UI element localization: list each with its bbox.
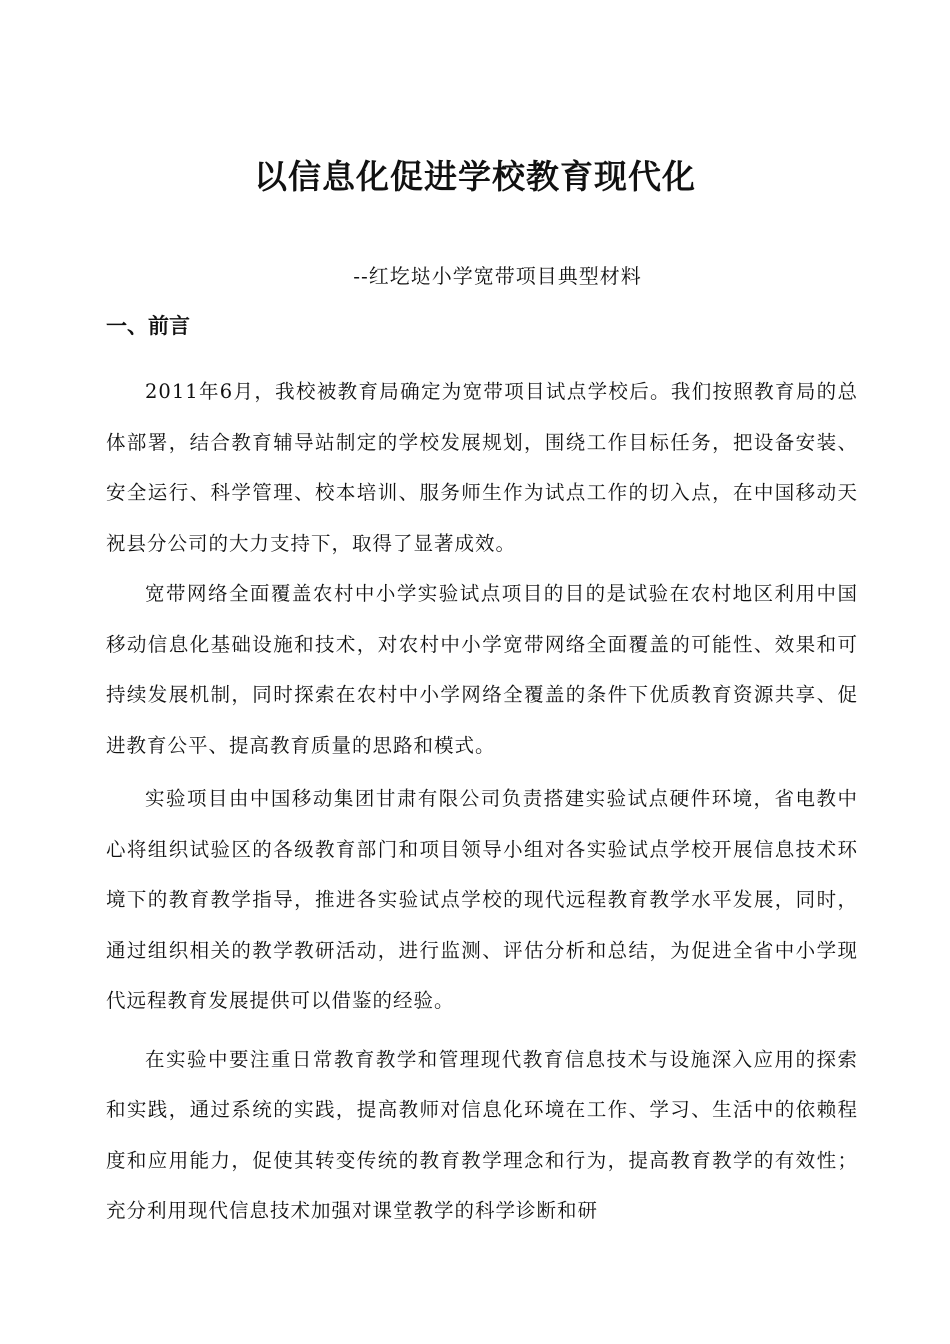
section-heading: 一、前言 xyxy=(106,314,190,338)
paragraph-3: 实验项目由中国移动集团甘肃有限公司负责搭建实验试点硬件环境，省电教中心将组织试验区的各级教育部门和项目领导小组对各实验试点学校开展信息技术环境下的教育教学指导，推进各实验试点学校的现代远程教育教学水平发展，同时，通过组织相关的教学教研活动，进行监测、评估分析和总结，为促进全省中小学现代远程教育发展提供可以借鉴的经验。 xyxy=(106,787,858,1012)
document-subtitle: --红圪垯小学宽带项目典型材料 xyxy=(353,264,642,288)
paragraph-2: 宽带网络全面覆盖农村中小学实验试点项目的目的是试验在农村地区利用中国移动信息化基础设施和技术，对农村中小学宽带网络全面覆盖的可能性、效果和可持续发展机制，同时探索在农村中小学网络全覆盖的条件下优质教育资源共享、促进教育公平、提高教育质量的思路和模式。 xyxy=(106,582,858,757)
document-title: 以信息化促进学校教育现代化 xyxy=(254,157,696,196)
paragraph-1: 2011年6月，我校被教育局确定为宽带项目试点学校后。我们按照教育局的总体部署，结合教育辅导站制定的学校发展规划，围绕工作目标任务，把设备安装、安全运行、科学管理、校本培训、服务师生作为试点工作的切入点，在中国移动天祝县分公司的大力支持下，取得了显著成效。 xyxy=(106,380,858,555)
document-body xyxy=(106,367,858,1237)
paragraph-4: 在实验中要注重日常教育教学和管理现代教育信息技术与设施深入应用的探索和实践，通过系统的实践，提高教师对信息化环境在工作、学习、生活中的依赖程度和应用能力，促使其转变传统的教育教学理念和行为，提高教育教学的有效性；充分利用现代信息技术加强对课堂教学的科学诊断和研 xyxy=(106,1047,858,1222)
